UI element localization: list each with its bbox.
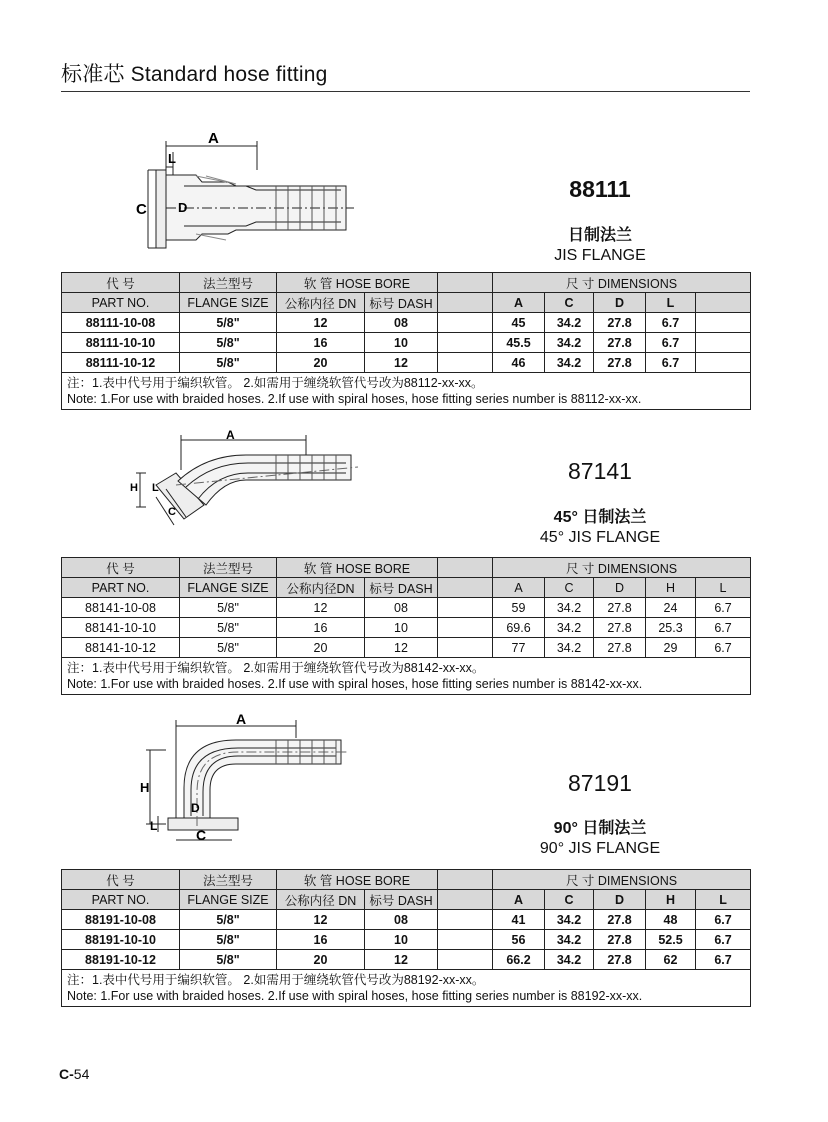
note-row [62, 373, 751, 410]
header-col-a: A [493, 293, 545, 313]
cell-l: 6.7 [696, 618, 751, 638]
product-heading-87141 [540, 458, 660, 485]
header-blank [438, 558, 493, 578]
header-dash: 标号 DASH [365, 890, 438, 910]
header-blank [438, 293, 493, 313]
cell-part: 88141-10-12 [62, 638, 180, 658]
cell-blank [438, 313, 493, 333]
cell-blank [438, 598, 493, 618]
table-row [62, 598, 751, 618]
header-col-l: L [696, 890, 751, 910]
header-col-h: H [646, 578, 696, 598]
page-number [59, 1066, 89, 1082]
header-col-d: D [594, 578, 646, 598]
product-subtitle-87141 [510, 508, 690, 548]
cell-d: 27.8 [594, 910, 646, 930]
cell-blank [438, 930, 493, 950]
cell-dn: 12 [277, 313, 365, 333]
product-heading-87191 [540, 770, 660, 797]
cell-flange: 5/8" [180, 598, 277, 618]
product-code: 87141 [568, 458, 632, 484]
cell-blank [438, 353, 493, 373]
cell-c: 34.2 [545, 598, 594, 618]
note-cn: 注：1.表中代号用于编织软管。 2.如需用于缠绕软管代号改为88112-xx-xx。 [67, 376, 484, 390]
notes [62, 373, 751, 410]
header-code-cn: 代 号 [62, 870, 180, 890]
notes [62, 658, 751, 695]
cell-dash: 12 [365, 353, 438, 373]
cell-dash: 08 [365, 313, 438, 333]
dim-label-a: A [208, 130, 219, 147]
dim-label-h: H [130, 482, 138, 494]
header-code-cn: 代 号 [62, 558, 180, 578]
cell-a: 56 [493, 930, 545, 950]
cell-c: 34.2 [545, 618, 594, 638]
cell-a: 69.6 [493, 618, 545, 638]
cell-a: 59 [493, 598, 545, 618]
dim-label-d: D [191, 801, 200, 815]
table-row [62, 333, 751, 353]
dim-label-c: C [168, 506, 176, 518]
cell-dash: 10 [365, 930, 438, 950]
cell-l: 6.7 [696, 930, 751, 950]
table-row [62, 950, 751, 970]
cell-dn: 16 [277, 333, 365, 353]
page-title: 标准芯 Standard hose fitting [61, 63, 328, 86]
cell-l: 6.7 [696, 910, 751, 930]
product-subtitle-88111 [520, 226, 680, 266]
cell-d: 27.8 [594, 598, 646, 618]
spec-table-88111 [61, 272, 751, 410]
cell-blank [696, 333, 751, 353]
cell-part: 88111-10-12 [62, 353, 180, 373]
dim-label-c: C [196, 827, 207, 843]
cell-flange: 5/8" [180, 950, 277, 970]
cell-blank [438, 618, 493, 638]
cell-d: 27.8 [594, 333, 646, 353]
cell-dash: 08 [365, 598, 438, 618]
cell-dn: 12 [277, 598, 365, 618]
note-en: Note: 1.For use with braided hoses. 2.If use with spiral hoses, hose fitting series number is 88192-xx-xx. [67, 989, 643, 1003]
cell-d: 27.8 [594, 313, 646, 333]
cell-dash: 08 [365, 910, 438, 930]
fitting-drawing-87141 [126, 425, 366, 540]
header-dimensions: 尺 寸 DIMENSIONS [493, 870, 751, 890]
spec-table-87191 [61, 869, 751, 1007]
dim-label-d: D [178, 200, 188, 215]
header-dimensions: 尺 寸 DIMENSIONS [493, 558, 751, 578]
header-flange-cn: 法兰型号 [180, 558, 277, 578]
cell-h: 25.3 [646, 618, 696, 638]
cell-blank [438, 950, 493, 970]
note-cn: 注：1.表中代号用于编织软管。 2.如需用于缠绕软管代号改为88192-xx-xx。 [67, 973, 485, 987]
table-row [62, 910, 751, 930]
dim-label-a: A [226, 428, 235, 442]
header-code-cn: 代 号 [62, 273, 180, 293]
cell-a: 77 [493, 638, 545, 658]
cell-dn: 20 [277, 353, 365, 373]
page-number-value: 54 [73, 1066, 90, 1082]
cell-h: 48 [646, 910, 696, 930]
product-heading-88111 [540, 176, 660, 203]
header-col-d: D [594, 293, 646, 313]
table-row [62, 353, 751, 373]
fitting-drawing-87191 [136, 708, 356, 848]
header-flange-size: FLANGE SIZE [180, 293, 277, 313]
cell-dn: 20 [277, 638, 365, 658]
cell-a: 41 [493, 910, 545, 930]
cell-flange: 5/8" [180, 638, 277, 658]
product-name-cn: 日制法兰 [567, 227, 632, 244]
cell-a: 45.5 [493, 333, 545, 353]
dim-label-l: L [150, 819, 158, 833]
header-col-c: C [545, 293, 594, 313]
header-dn: 公称内径DN [277, 578, 365, 598]
header-hose-bore: 软 管 HOSE BORE [277, 870, 438, 890]
header-col-c: C [545, 578, 594, 598]
note-en: Note: 1.For use with braided hoses. 2.If use with spiral hoses, hose fitting series number is 88112-xx-xx. [67, 392, 642, 406]
header-part-no: PART NO. [62, 293, 180, 313]
dim-label-a: A [236, 711, 247, 727]
cell-part: 88111-10-08 [62, 313, 180, 333]
cell-d: 27.8 [594, 950, 646, 970]
header-col-l: L [696, 578, 751, 598]
header-col-l: L [646, 293, 696, 313]
cell-part: 88141-10-10 [62, 618, 180, 638]
header-blank [438, 870, 493, 890]
header-blank [696, 293, 751, 313]
cell-flange: 5/8" [180, 353, 277, 373]
header-col-a: A [493, 890, 545, 910]
cell-part: 88191-10-08 [62, 910, 180, 930]
cell-a: 46 [493, 353, 545, 373]
product-name-cn: 90° 日制法兰 [553, 820, 647, 837]
header-flange-cn: 法兰型号 [180, 273, 277, 293]
cell-c: 34.2 [545, 910, 594, 930]
cell-c: 34.2 [545, 333, 594, 353]
table-row [62, 638, 751, 658]
cell-blank [696, 353, 751, 373]
table-row [62, 930, 751, 950]
cell-h: 62 [646, 950, 696, 970]
cell-dash: 10 [365, 333, 438, 353]
product-name-en: 45° JIS FLANGE [539, 529, 661, 546]
cell-blank [696, 313, 751, 333]
header-blank [438, 273, 493, 293]
product-name-cn: 45° 日制法兰 [553, 509, 647, 526]
notes [62, 970, 751, 1007]
product-subtitle-87191 [510, 819, 690, 859]
cell-a: 45 [493, 313, 545, 333]
header-blank [438, 890, 493, 910]
note-row [62, 970, 751, 1007]
cell-blank [438, 333, 493, 353]
cell-l: 6.7 [646, 313, 696, 333]
fitting-drawing-88111 [136, 130, 366, 260]
cell-flange: 5/8" [180, 333, 277, 353]
note-cn: 注：1.表中代号用于编织软管。 2.如需用于缠绕软管代号改为88142-xx-xx。 [67, 661, 485, 675]
cell-c: 34.2 [545, 313, 594, 333]
header-flange-size: FLANGE SIZE [180, 578, 277, 598]
cell-dn: 20 [277, 950, 365, 970]
cell-flange: 5/8" [180, 618, 277, 638]
table-row [62, 618, 751, 638]
cell-c: 34.2 [545, 950, 594, 970]
dim-label-l: L [168, 151, 176, 166]
header-flange-cn: 法兰型号 [180, 870, 277, 890]
header-dn: 公称内径 DN [277, 890, 365, 910]
cell-l: 6.7 [696, 950, 751, 970]
header-col-h: H [646, 890, 696, 910]
cell-h: 29 [646, 638, 696, 658]
cell-l: 6.7 [696, 638, 751, 658]
cell-part: 88191-10-12 [62, 950, 180, 970]
cell-d: 27.8 [594, 930, 646, 950]
cell-l: 6.7 [646, 333, 696, 353]
cell-flange: 5/8" [180, 930, 277, 950]
cell-d: 27.8 [594, 353, 646, 373]
cell-c: 34.2 [545, 353, 594, 373]
cell-c: 34.2 [545, 638, 594, 658]
cell-part: 88141-10-08 [62, 598, 180, 618]
cell-d: 27.8 [594, 618, 646, 638]
header-blank [438, 578, 493, 598]
cell-part: 88111-10-10 [62, 333, 180, 353]
header-dn: 公称内径 DN [277, 293, 365, 313]
header-dimensions: 尺 寸 DIMENSIONS [493, 273, 751, 293]
header-col-c: C [545, 890, 594, 910]
cell-flange: 5/8" [180, 313, 277, 333]
cell-l: 6.7 [696, 598, 751, 618]
header-dash: 标号 DASH [365, 578, 438, 598]
note-en: Note: 1.For use with braided hoses. 2.If use with spiral hoses, hose fitting series number is 88142-xx-xx. [67, 677, 643, 691]
cell-dash: 10 [365, 618, 438, 638]
cell-c: 34.2 [545, 930, 594, 950]
header-hose-bore: 软 管 HOSE BORE [277, 273, 438, 293]
header-hose-bore: 软 管 HOSE BORE [277, 558, 438, 578]
cell-l: 6.7 [646, 353, 696, 373]
cell-blank [438, 638, 493, 658]
cell-dn: 16 [277, 930, 365, 950]
dim-label-h: H [140, 780, 150, 795]
header-flange-size: FLANGE SIZE [180, 890, 277, 910]
product-code: 88111 [569, 176, 631, 202]
cell-d: 27.8 [594, 638, 646, 658]
product-name-en: JIS FLANGE [554, 247, 646, 264]
note-row [62, 658, 751, 695]
cell-part: 88191-10-10 [62, 930, 180, 950]
header-dash: 标号 DASH [365, 293, 438, 313]
cell-blank [438, 910, 493, 930]
page-prefix: C- [59, 1066, 74, 1082]
cell-dash: 12 [365, 950, 438, 970]
cell-dn: 16 [277, 618, 365, 638]
cell-dash: 12 [365, 638, 438, 658]
header-part-no: PART NO. [62, 578, 180, 598]
table-row [62, 313, 751, 333]
cell-h: 52.5 [646, 930, 696, 950]
cell-h: 24 [646, 598, 696, 618]
header-col-a: A [493, 578, 545, 598]
cell-dn: 12 [277, 910, 365, 930]
header-part-no: PART NO. [62, 890, 180, 910]
spec-table-87141 [61, 557, 751, 695]
title-divider [61, 91, 750, 92]
cell-a: 66.2 [493, 950, 545, 970]
dim-label-c: C [136, 201, 147, 218]
header-col-d: D [594, 890, 646, 910]
product-code: 87191 [568, 770, 632, 796]
dim-label-l: L [152, 482, 159, 494]
product-name-en: 90° JIS FLANGE [539, 840, 661, 857]
cell-flange: 5/8" [180, 910, 277, 930]
